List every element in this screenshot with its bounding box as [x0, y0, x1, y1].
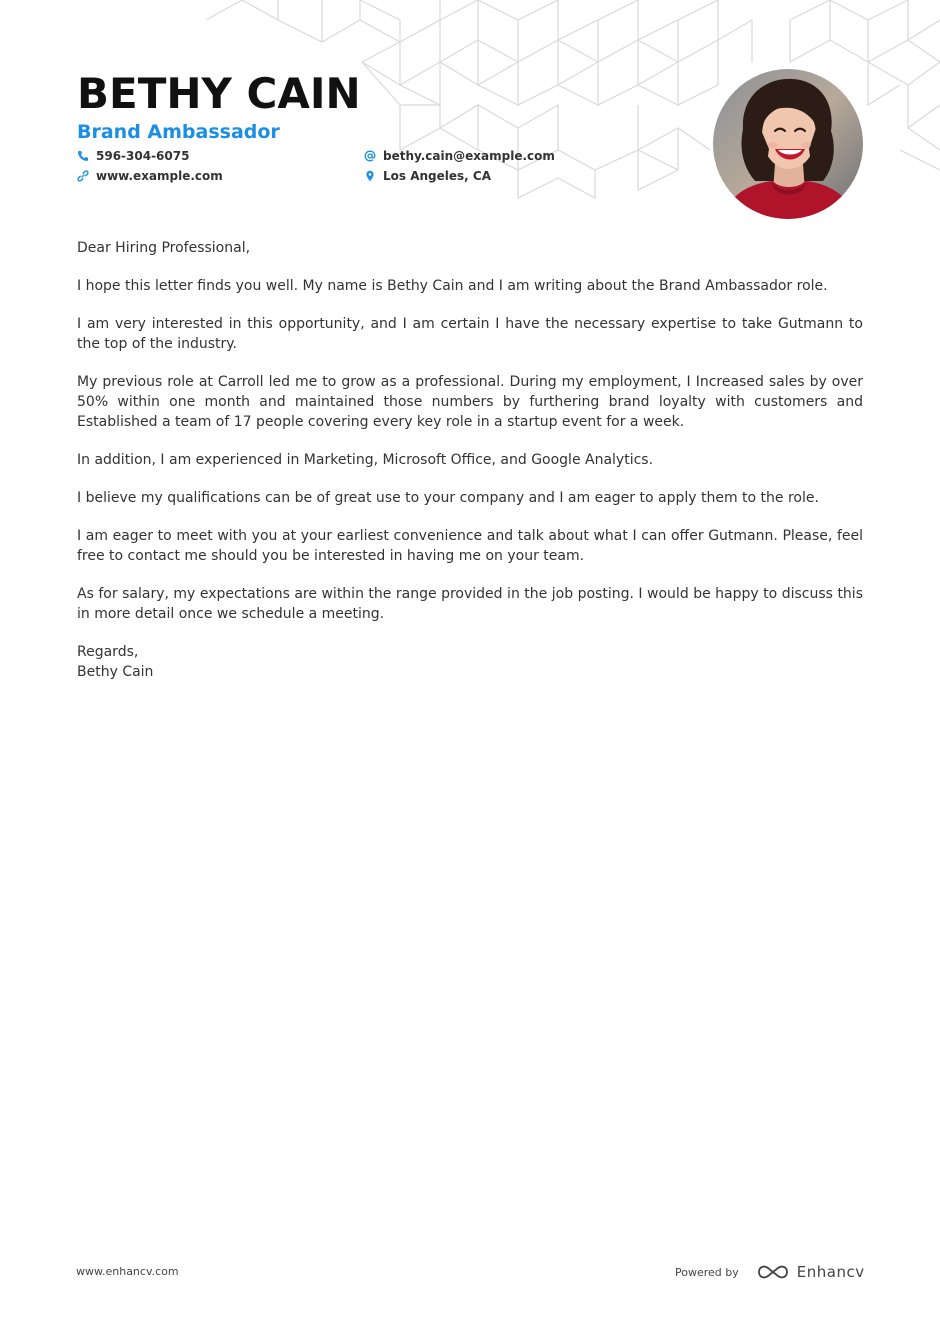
- website-text[interactable]: www.example.com: [96, 169, 223, 183]
- letter-closing: Regards,: [77, 644, 139, 660]
- powered-by-label: Powered by: [675, 1265, 739, 1279]
- enhancv-logo-icon: [757, 1263, 789, 1281]
- letter-greeting: Dear Hiring Professional,: [77, 240, 251, 256]
- contact-email: [364, 148, 555, 164]
- job-title: Brand Ambassador: [77, 121, 280, 143]
- phone-text[interactable]: 596-304-6075: [96, 149, 190, 163]
- letter-paragraph: I am eager to meet with you at your earliest convenience and talk about what I can offer Gutmann. Please, feel free to contact me should you be interested in having me on your team.: [77, 528, 863, 564]
- letter-signature: Bethy Cain: [77, 664, 154, 680]
- letter-paragraph: In addition, I am experienced in Marketing, Microsoft Office, and Google Analytics.: [77, 452, 654, 468]
- profile-photo: [713, 69, 863, 219]
- contact-website: [77, 168, 223, 184]
- location-pin-icon: [364, 170, 376, 182]
- phone-icon: [77, 150, 89, 162]
- contact-location: [364, 168, 491, 184]
- location-text: Los Angeles, CA: [383, 169, 491, 183]
- email-text[interactable]: bethy.cain@example.com: [383, 149, 555, 163]
- at-icon: [364, 150, 376, 162]
- letter-paragraph: I am very interested in this opportunity, and I am certain I have the necessary expertise to take Gutmann to the top of the industry.: [77, 316, 863, 352]
- letter-paragraph: I believe my qualifications can be of great use to your company and I am eager to apply them to the role.: [77, 490, 819, 506]
- letter-paragraph: My previous role at Carroll led me to grow as a professional. During my employment, I Increased sales by over 50% within one month and maintained those numbers by furthering brand loyalty with customers and Established a team of 17 people covering every key role in a startup event for a week.: [77, 374, 863, 430]
- contact-phone: [77, 148, 189, 164]
- link-icon: [77, 170, 89, 182]
- letter-paragraph: As for salary, my expectations are within the range provided in the job posting. I would be happy to discuss this in more detail once we schedule a meeting.: [77, 586, 863, 622]
- footer-site-link[interactable]: www.enhancv.com: [76, 1265, 179, 1278]
- candidate-name: BETHY CAIN: [77, 69, 361, 118]
- cover-letter-body: [77, 238, 863, 682]
- avatar: [713, 69, 863, 219]
- brand-name: Enhancv: [796, 1263, 865, 1281]
- footer-branding: [675, 1260, 865, 1284]
- letter-paragraph: I hope this letter finds you well. My name is Bethy Cain and I am writing about the Brand Ambassador role.: [77, 278, 828, 294]
